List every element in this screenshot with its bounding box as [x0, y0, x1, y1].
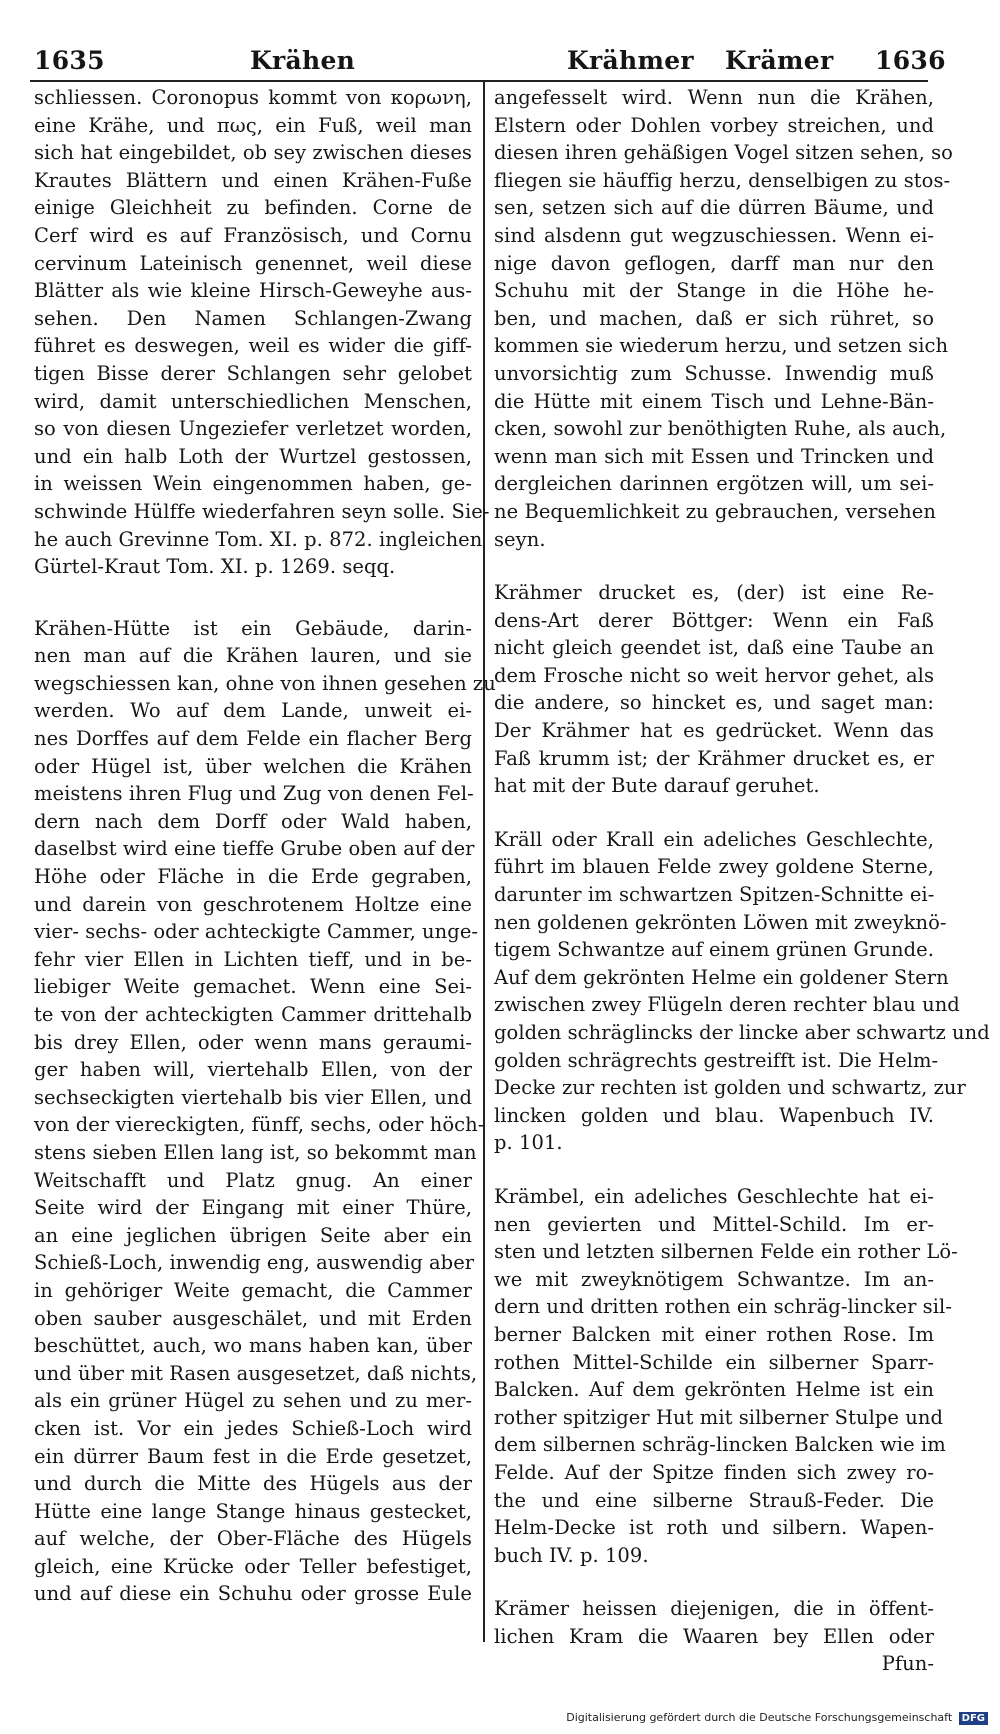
text-line: Faß krumm ist; der Krähmer drucket es, er — [494, 746, 934, 770]
text-line: Kräll oder Krall ein adeliches Geschlechte, — [494, 827, 934, 851]
text-line: dens-Art derer Böttger: Wenn ein Faß — [494, 608, 934, 632]
entry-kraell — [494, 826, 990, 1157]
text-line: p. 101. — [494, 1131, 563, 1155]
text-line: dern nach dem Dorff oder Wald haben, — [34, 809, 472, 833]
text-line: the und eine silberne Strauß-Feder. Die — [494, 1488, 934, 1512]
text-line: die Hütte mit einem Tisch und Lehne-Bän- — [494, 389, 934, 413]
text-line: liebiger Weite gemachet. Wenn eine Sei- — [34, 975, 472, 999]
left-column — [34, 84, 496, 1608]
text-line: Höhe oder Fläche in die Erde gegraben, — [34, 865, 472, 889]
text-line: Krautes Blättern und einen Krähen-Fuße — [34, 168, 472, 192]
text-line: we mit zweyknötigem Schwantze. Im an- — [494, 1267, 934, 1291]
paragraph-coronopus — [34, 84, 490, 581]
text-line: die andere, so hincket es, und saget man: — [494, 691, 934, 715]
text-line: Blätter als wie kleine Hirsch-Geweyhe aus- — [34, 279, 472, 303]
page-header — [0, 0, 1000, 76]
column-divider — [483, 82, 485, 1642]
text-line: und darein von geschrotenem Holtze eine — [34, 892, 472, 916]
text-line: oder Hügel ist, über welchen die Krähen — [34, 754, 472, 778]
text-line: einige Gleichheit zu befinden. Corne de — [34, 196, 472, 220]
text-line: Weitschafft und Platz gnug. An einer — [34, 1168, 472, 1192]
text-line: fehr vier Ellen in Lichten tieff, und in be- — [34, 947, 472, 971]
text-line: schliessen. Coronopus kommt von κορωνη, — [34, 86, 472, 109]
text-line: und durch die Mitte des Hügels aus der — [34, 1472, 472, 1496]
text-line: sehen. Den Namen Schlangen-Zwang — [34, 306, 472, 330]
text-line: Cerf wird es auf Französisch, und Cornu — [34, 223, 472, 247]
text-line: Krähmer drucket es, (der) ist eine Re- — [494, 581, 934, 605]
text-line: angefesselt wird. Wenn nun die Krähen, — [494, 86, 934, 109]
text-line: nige davon geflogen, darff man nur den — [494, 251, 934, 275]
text-line: gleich, eine Krücke oder Teller befestiget, — [34, 1554, 472, 1578]
text-line: und über mit Rasen ausgesetzet, daß nichts, — [34, 1361, 478, 1385]
catchword-next-page: Pfun- — [881, 1652, 934, 1676]
right-column — [494, 84, 990, 1678]
dfg-logo: DFG — [959, 1712, 988, 1725]
text-line: bis drey Ellen, oder wenn mans geraumi- — [34, 1030, 472, 1054]
text-line: stens sieben Ellen lang ist, so bekommt man — [34, 1140, 477, 1164]
text-line: lincken golden und blau. Wapenbuch IV. — [494, 1103, 934, 1127]
text-line: nen man auf die Krähen lauren, und sie — [34, 644, 472, 668]
text-line: nen gevierten und Mittel-Schild. Im er- — [494, 1212, 934, 1236]
text-line: Schuhu mit der Stange in die Höhe he- — [494, 279, 934, 303]
text-line: he auch Grevinne Tom. XI. p. 872. ingleichen — [34, 527, 483, 551]
text-line: ben, und machen, daß er sich rühret, so — [494, 306, 934, 330]
text-line: ne Bequemlichkeit zu gebrauchen, versehen — [494, 499, 936, 523]
text-line: oben sauber ausgeschälet, und mit Erden — [34, 1306, 472, 1330]
text-line: golden schräglincks der lincke aber schwartz und — [494, 1021, 990, 1044]
text-line: ein dürrer Baum fest in die Erde gesetzet, — [34, 1444, 472, 1468]
text-line: te von der achteckigten Cammer drittehalb — [34, 1003, 472, 1026]
text-line: hat mit der Bute darauf geruhet. — [494, 774, 820, 798]
text-line: Auf dem gekrönten Helme ein goldener Stern — [494, 965, 949, 989]
text-line: an eine jeglichen übrigen Seite aber ein — [34, 1223, 472, 1247]
text-line: wenn man sich mit Essen und Trincken und — [494, 444, 934, 468]
text-line: schwinde Hülffe wiederfahren seyn solle. Sie- — [34, 499, 490, 523]
text-line: ger haben will, viertehalb Ellen, von der — [34, 1058, 472, 1082]
text-line: eine Krähe, und πως, ein Fuß, weil man — [34, 113, 472, 137]
text-line: daselbst wird eine tieffe Grube oben auf der — [34, 837, 475, 861]
text-line: sechseckigten viertehalb bis vier Ellen, und — [34, 1085, 472, 1109]
text-line: unvorsichtig zum Schusse. Inwendig muß — [494, 361, 934, 385]
entry-kraehmer — [494, 579, 934, 800]
text-line: seyn. — [494, 527, 546, 551]
text-line: Elstern oder Dohlen vorbey streichen, und — [494, 113, 934, 137]
text-line: Krähen-Hütte ist ein Gebäude, darin- — [34, 616, 472, 640]
text-line: wegschiessen kan, ohne von ihnen gesehen zu — [34, 671, 496, 695]
credit-text: Digitalisierung gefördert durch die Deutsche Forschungsgemeinschaft — [566, 1711, 953, 1724]
text-line: nen goldenen gekrönten Löwen mit zweyknö- — [494, 910, 947, 934]
text-line: Hütte eine lange Stange hinaus gestecket, — [34, 1499, 472, 1523]
header-rule — [30, 80, 928, 82]
text-line: Gürtel-Kraut Tom. XI. p. 1269. seqq. — [34, 555, 396, 579]
text-line: in weissen Wein eingenommen haben, ge- — [34, 472, 472, 496]
left-catchword: Krähen — [250, 46, 356, 75]
entry-kraembel — [494, 1183, 958, 1569]
text-line: fliegen sie häuffig herzu, denselbigen zu stos- — [494, 168, 951, 192]
text-line: Helm-Decke ist roth und silbern. Wapen- — [494, 1516, 934, 1540]
text-line: golden schrägrechts gestreifft ist. Die Helm- — [494, 1048, 939, 1072]
text-line: dern und dritten rothen ein schräg-lincker sil- — [494, 1295, 952, 1319]
entry-kraehen-huette — [34, 615, 496, 1608]
text-line: Der Krähmer hat es gedrücket. Wenn das — [494, 719, 934, 743]
text-line: Krämer heissen diejenigen, die in öffent- — [494, 1597, 934, 1621]
text-line: zwischen zwey Flügeln deren rechter blau und — [494, 993, 960, 1017]
text-line: cervinum Lateinisch genennet, weil diese — [34, 251, 472, 275]
left-page-number: 1635 — [34, 46, 105, 75]
text-line: rothen Mittel-Schilde ein silberner Sparr- — [494, 1350, 934, 1374]
text-line: darunter im schwartzen Spitzen-Schnitte ei- — [494, 883, 935, 907]
right-page-number: 1636 — [875, 46, 946, 75]
text-line: meistens ihren Flug und Zug von denen Fel- — [34, 782, 474, 806]
text-line: Felde. Auf der Spitze finden sich zwey ro- — [494, 1460, 934, 1484]
text-line: vier- sechs- oder achteckigte Cammer, unge- — [34, 920, 479, 944]
digitization-credit — [566, 1711, 988, 1725]
text-line: Schieß-Loch, inwendig eng, auswendig aber — [34, 1251, 475, 1275]
text-line: diesen ihren gehäßigen Vogel sitzen sehen, so — [494, 141, 953, 165]
text-line: in gehöriger Weite gemacht, die Cammer — [34, 1278, 472, 1302]
text-line: rother spitziger Hut mit silberner Stulpe und — [494, 1405, 943, 1429]
text-line: und ein halb Loth der Wurtzel gestossen, — [34, 444, 472, 468]
text-line: dem silbernen schräg-lincken Balcken wie im — [494, 1433, 946, 1457]
text-line: sten und letzten silbernen Felde ein rother Lö- — [494, 1240, 958, 1264]
text-line: sind alsdenn gut wegzuschiessen. Wenn ei- — [494, 223, 934, 247]
text-line: berner Balcken mit einer rothen Rose. Im — [494, 1322, 934, 1346]
text-line: beschüttet, auch, wo mans haben kan, über — [34, 1334, 472, 1358]
text-line: nicht gleich geendet ist, daß eine Taube an — [494, 636, 934, 660]
text-line: so von diesen Ungeziefer verletzet worden, — [34, 417, 472, 441]
text-line: auf welche, der Ober-Fläche des Hügels — [34, 1527, 472, 1551]
text-line: cken ist. Vor ein jedes Schieß-Loch wird — [34, 1416, 472, 1440]
text-line: von der viereckigten, fünff, sechs, oder höch- — [34, 1113, 485, 1137]
entry-kraemer — [494, 1595, 934, 1678]
text-line: Seite wird der Eingang mit einer Thüre, — [34, 1196, 472, 1220]
text-line: kommen sie wiederum herzu, und setzen sich — [494, 334, 949, 358]
text-line: tigen Bisse derer Schlangen sehr gelobet — [34, 361, 472, 385]
text-line: sich hat eingebildet, ob sey zwischen dieses — [34, 141, 472, 165]
text-line: sen, setzen sich auf die dürren Bäume, und — [494, 196, 934, 220]
text-line: lichen Kram die Waaren bey Ellen oder — [494, 1624, 934, 1648]
text-line: buch IV. p. 109. — [494, 1543, 649, 1567]
text-line: als ein grüner Hügel zu sehen und zu mer- — [34, 1389, 472, 1413]
text-line: dem Frosche nicht so weit hervor gehet, als — [494, 663, 934, 687]
text-line: nes Dorffes auf dem Felde ein flacher Berg — [34, 727, 472, 751]
text-line: cken, sowohl zur benöthigten Ruhe, als auch, — [494, 417, 947, 441]
text-line: wird, damit unterschiedlichen Menschen, — [34, 389, 472, 413]
text-line: führet es deswegen, weil es wider die giff- — [34, 334, 472, 358]
text-line: werden. Wo auf dem Lande, unweit ei- — [34, 699, 472, 723]
text-line: dergleichen darinnen ergötzen will, um sei- — [494, 472, 934, 496]
right-catchword-1: Krähmer — [567, 46, 694, 75]
text-line: Decke zur rechten ist golden und schwartz, zur — [494, 1076, 966, 1100]
paragraph-continuation — [494, 84, 953, 553]
text-line: führt im blauen Felde zwey goldene Sterne, — [494, 855, 934, 879]
text-line: Balcken. Auf dem gekrönten Helme ist ein — [494, 1378, 934, 1402]
right-catchword-2: Krämer — [725, 46, 834, 75]
text-line: und auf diese ein Schuhu oder grosse Eule — [34, 1582, 472, 1606]
text-line: tigem Schwantze auf einem grünen Grunde. — [494, 938, 934, 962]
text-line: Krämbel, ein adeliches Geschlechte hat ei- — [494, 1184, 934, 1208]
